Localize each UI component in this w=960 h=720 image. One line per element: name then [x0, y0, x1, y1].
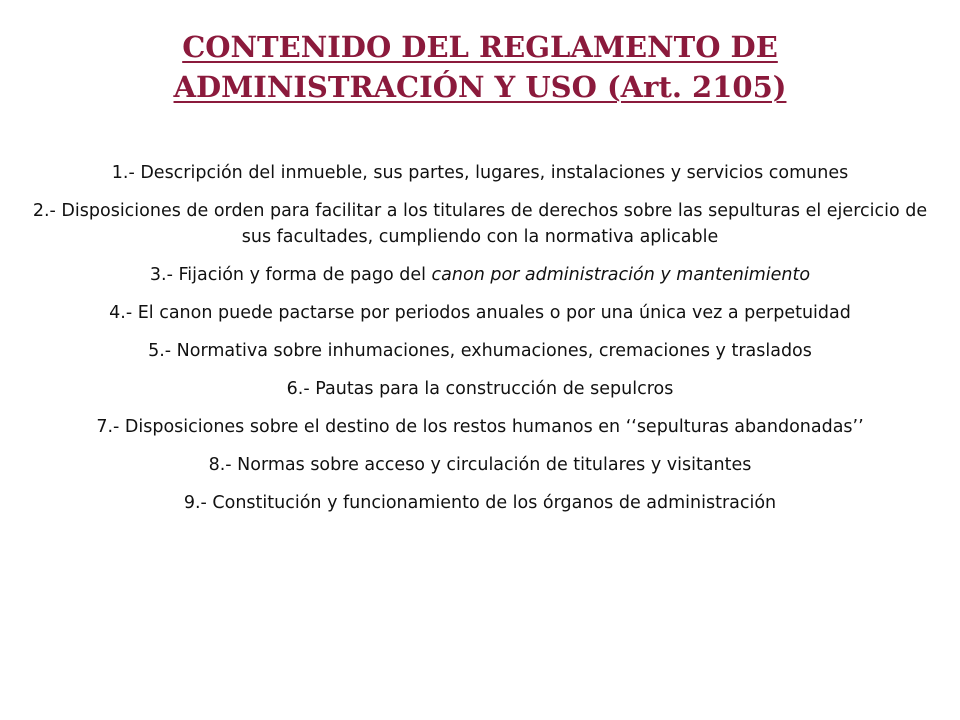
- slide-title-line-1: CONTENIDO DEL REGLAMENTO DE: [182, 30, 778, 64]
- list-item-italic-text: canon por administración y mantenimiento: [431, 265, 811, 285]
- list-item-text: 7.- Disposiciones sobre el destino de los restos humanos en ‘‘sepulturas abandonadas’’: [96, 417, 864, 437]
- list-item: [28, 490, 932, 516]
- slide-title-line-2: ADMINISTRACIÓN Y USO (Art. 2105): [173, 70, 787, 104]
- list-item: [28, 262, 932, 288]
- list-item: [28, 160, 932, 186]
- list-item-text: 1.- Descripción del inmueble, sus partes, lugares, instalaciones y servicios comunes: [111, 163, 849, 183]
- list-item: [28, 338, 932, 364]
- list-item-text: 8.- Normas sobre acceso y circulación de titulares y visitantes: [208, 455, 752, 475]
- list-item-text: 6.- Pautas para la construcción de sepulcros: [286, 379, 674, 399]
- list-item-text: 2.- Disposiciones de orden para facilitar a los titulares de derechos sobre las sepulturas el ejercicio de sus facultades, cumpliendo con la normativa aplicable: [32, 201, 928, 247]
- list-item: [28, 376, 932, 402]
- list-item-text: 4.- El canon puede pactarse por periodos anuales o por una única vez a perpetuidad: [109, 303, 851, 323]
- regulation-items-list: [28, 160, 932, 528]
- slide-title: [40, 27, 920, 107]
- list-item: [28, 414, 932, 440]
- list-item-text: 5.- Normativa sobre inhumaciones, exhumaciones, cremaciones y traslados: [148, 341, 812, 361]
- list-item: [28, 452, 932, 478]
- list-item: [28, 198, 932, 250]
- list-item-text: 3.- Fijación y forma de pago del: [149, 265, 432, 285]
- list-item: [28, 300, 932, 326]
- list-item-text: 9.- Constitución y funcionamiento de los órganos de administración: [183, 493, 777, 513]
